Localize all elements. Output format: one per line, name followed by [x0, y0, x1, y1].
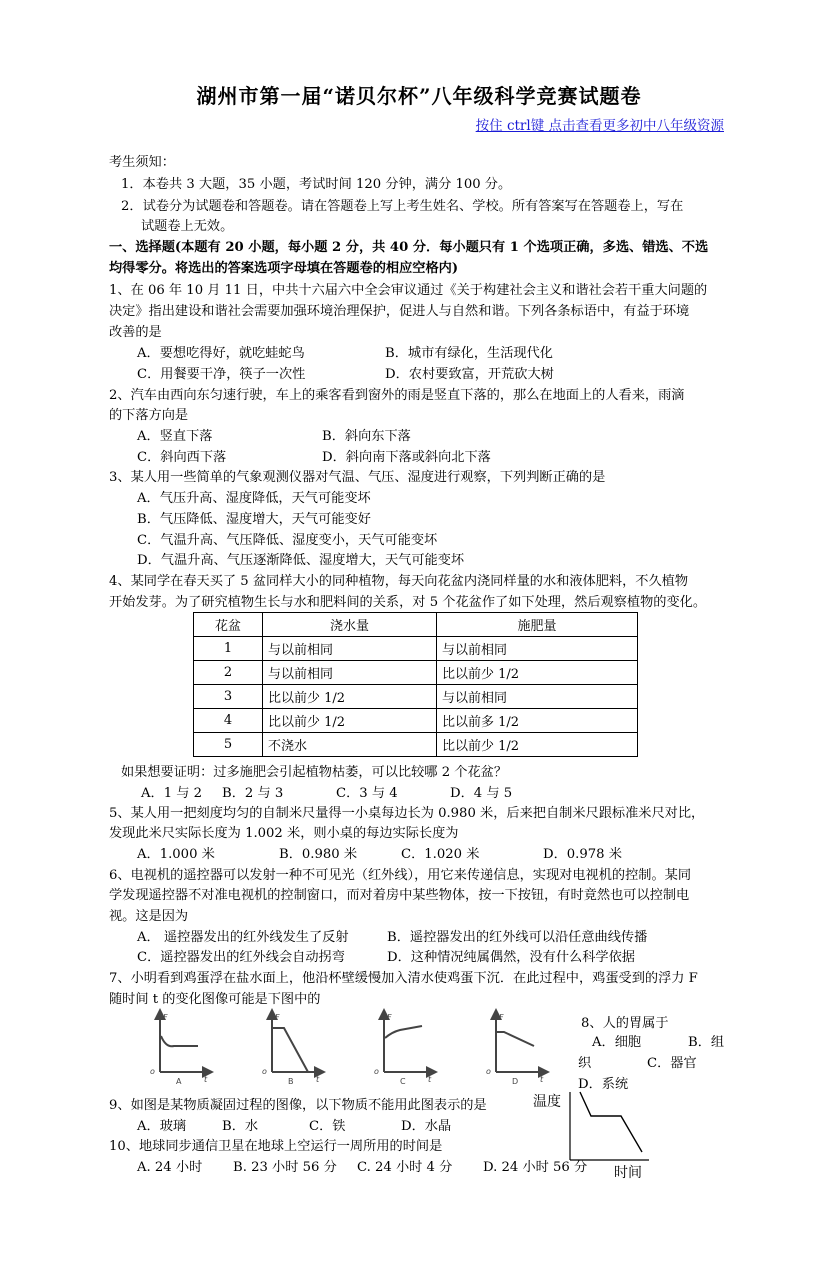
q10-option-c: C. 24 小时 4 分 [357, 1160, 453, 1175]
table-row [194, 661, 638, 685]
q5-option-b: B．0.980 米 [279, 847, 358, 862]
notice-item-1: 1．本卷共 3 大题，35 小题，考试时间 120 分钟，满分 100 分。 [121, 177, 512, 192]
q6-option-d: D．这种情况纯属偶然，没有什么科学依据 [387, 950, 635, 965]
q2-option-b: B．斜向东下落 [322, 429, 411, 444]
graph-origin: o [262, 1067, 267, 1076]
graph-label: C [400, 1077, 406, 1086]
q7-graph-c [374, 1013, 432, 1086]
q6-stem-2: 学发现遥控器不对准电视机的控制窗口，而对着房中某些物体，按一下按钮，有时竟然也可以控制电 [109, 888, 690, 903]
graph-label: A [176, 1077, 182, 1086]
q7-graph-b [262, 1013, 320, 1086]
q3-option-c: C．气温升高、气压降低、湿度变小，天气可能变坏 [137, 533, 438, 548]
q9-graph-ylabel: 温度 [533, 1094, 561, 1110]
q5-option-a: A．1.000 米 [137, 847, 215, 862]
notice-heading: 考生须知： [109, 155, 175, 170]
q7-graph-d [486, 1013, 544, 1086]
resource-link[interactable]: 按住 ctrl键 点击查看更多初中八年级资源 [475, 118, 724, 134]
q4-option-c: C．3 与 4 [336, 786, 398, 801]
q7-graph-a [150, 1013, 208, 1086]
table-cell: 比以前少 1/2 [263, 685, 437, 709]
q4-question: 如果想要证明：过多施肥会引起植物枯萎，可以比较哪 2 个花盆？ [121, 765, 508, 780]
graph-axis-y: F [275, 1013, 280, 1022]
q6-stem-1: 6、电视机的遥控器可以发射一种不可见光（红外线），用它来传递信息，实现对电视机的控制。某同 [109, 868, 692, 883]
graph-axis-y: F [499, 1013, 504, 1022]
q8-stem: 8、人的胃属于 [581, 1016, 669, 1031]
graph-axis-x: t [428, 1075, 432, 1084]
q10-option-a: A. 24 小时 [137, 1160, 203, 1175]
table-cell: 比以前少 1/2 [437, 733, 638, 757]
q4-table [193, 612, 638, 757]
q1-stem-2: 决定》指出建设和谐社会需要加强环境治理保护，促进人与自然和谐。下列各条标语中，有益于环境 [109, 304, 690, 319]
q6-option-b: B．遥控器发出的红外线可以沿任意曲线传播 [387, 930, 648, 945]
q5-option-c: C．1.020 米 [401, 847, 480, 862]
section-heading-line2: 均得零分。将选出的答案选项字母填在答题卷的相应空格内) [109, 261, 459, 276]
table-header-row [194, 613, 638, 637]
q2-option-d: D．斜向南下落或斜向北下落 [322, 450, 491, 465]
q7-graphs [146, 1008, 566, 1088]
q4-option-b: B．2 与 3 [222, 786, 284, 801]
q5-stem-2: 发现此米尺实际长度为 1.002 米，则小桌的每边实际长度为 [109, 826, 459, 841]
q1-option-b: B．城市有绿化，生活现代化 [385, 346, 553, 361]
q9-option-b: B．水 [222, 1119, 259, 1134]
graph-axis-x: t [316, 1075, 320, 1084]
table-cell: 5 [194, 733, 263, 757]
graph-origin: o [150, 1067, 155, 1076]
q4-option-a: A．1 与 2 [141, 786, 203, 801]
q8-option-d: D．系统 [578, 1077, 629, 1092]
table-cell: 比以前少 1/2 [437, 661, 638, 685]
table-row [194, 637, 638, 661]
table-cell: 1 [194, 637, 263, 661]
q4-stem-2: 开始发芽。为了研究植物生长与水和肥料间的关系，对 5 个花盆作了如下处理，然后观察植物的变化。 [109, 595, 707, 610]
graph-axis-x: t [204, 1075, 208, 1084]
q4-stem-1: 4、某同学在春天买了 5 盆同样大小的同种植物，每天向花盆内浇同样量的水和液体肥料，不久植物 [109, 574, 689, 589]
q1-option-d: D．农村要致富，开荒砍大树 [385, 367, 554, 382]
graph-label: D [512, 1077, 519, 1086]
table-cell: 比以前多 1/2 [437, 709, 638, 733]
graph-label: B [288, 1077, 294, 1086]
q1-stem-3: 改善的是 [109, 325, 162, 340]
q5-stem-1: 5、某人用一把刻度均匀的自制米尺量得一小桌每边长为 0.980 米，后来把自制米尺跟标准米尺对比， [109, 806, 705, 821]
q2-option-a: A．竖直下落 [137, 429, 213, 444]
table-row [194, 685, 638, 709]
table-cell: 3 [194, 685, 263, 709]
notice-item-2-cont: 试题卷上无效。 [141, 219, 234, 234]
q9-graph-xlabel: 时间 [614, 1165, 642, 1181]
q5-option-d: D．0.978 米 [543, 847, 622, 862]
q6-option-c: C．遥控器发出的红外线会自动拐弯 [137, 950, 345, 965]
exam-title: 湖州市第一届“诺贝尔杯”八年级科学竞赛试题卷 [196, 84, 642, 108]
table-row [194, 709, 638, 733]
q2-stem-1: 2、汽车由西向东匀速行驶，车上的乘客看到窗外的雨是竖直下落的，那么在地面上的人看来，雨滴 [109, 388, 685, 403]
table-header: 浇水量 [263, 613, 437, 637]
graph-origin: o [486, 1067, 491, 1076]
table-cell: 比以前少 1/2 [263, 709, 437, 733]
q10-option-b: B. 23 小时 56 分 [233, 1160, 337, 1175]
q2-stem-2: 的下落方向是 [109, 408, 189, 423]
q10-option-d: D. 24 小时 56 分 [483, 1160, 588, 1175]
q3-option-b: B．气压降低、湿度增大，天气可能变好 [137, 512, 371, 527]
table-cell: 4 [194, 709, 263, 733]
q3-stem: 3、某人用一些简单的气象观测仪器对气温、气压、湿度进行观察，下列判断正确的是 [109, 470, 606, 485]
q9-stem: 9、如图是某物质凝固过程的图像，以下物质不能用此图表示的是 [109, 1098, 487, 1113]
table-cell: 与以前相同 [263, 637, 437, 661]
q9-option-c: C．铁 [309, 1119, 346, 1134]
q7-stem-1: 7、小明看到鸡蛋浮在盐水面上，他沿杯壁缓慢加入清水使鸡蛋下沉．在此过程中，鸡蛋受到的浮力 F [109, 971, 698, 986]
q1-stem-1: 1、在 06 年 10 月 11 日，中共十六届六中全会审议通过《关于构建社会主义和谐社会若干重大问题的 [109, 283, 708, 298]
q4-option-d: D．4 与 5 [450, 786, 513, 801]
q8-option-a: A．细胞 [592, 1035, 642, 1050]
table-row [194, 733, 638, 757]
q3-option-a: A．气压升高、湿度降低，天气可能变坏 [137, 491, 371, 506]
table-cell: 2 [194, 661, 263, 685]
graph-axis-x: t [540, 1075, 544, 1084]
table-cell: 与以前相同 [437, 685, 638, 709]
q6-stem-3: 视。这是因为 [109, 909, 189, 924]
section-heading-line1: 一、选择题(本题有 20 小题，每小题 2 分，共 40 分．每小题只有 1 个选项正确，多选、错选、不选 [109, 240, 709, 255]
table-cell: 不浇水 [263, 733, 437, 757]
notice-item-2: 2．试卷分为试题卷和答题卷。请在答题卷上写上考生姓名、学校。所有答案写在答题卷上，写在 [121, 199, 684, 214]
graph-origin: o [374, 1067, 379, 1076]
q1-option-a: A．要想吃得好，就吃蛙蛇鸟 [137, 346, 305, 361]
q9-graph [565, 1090, 650, 1165]
q10-stem: 10、地球同步通信卫星在地球上空运行一周所用的时间是 [109, 1139, 443, 1154]
q2-option-c: C．斜向西下落 [137, 450, 227, 465]
q8-option-b-cont: 织 [578, 1056, 592, 1071]
table-cell: 与以前相同 [437, 637, 638, 661]
q9-option-a: A．玻璃 [137, 1119, 187, 1134]
graph-axis-y: F [387, 1013, 392, 1022]
q3-option-d: D．气温升高、气压逐渐降低、湿度增大，天气可能变坏 [137, 553, 465, 568]
q9-option-d: D．水晶 [401, 1119, 452, 1134]
q6-option-a: A． 遥控器发出的红外线发生了反射 [137, 930, 349, 945]
table-cell: 与以前相同 [263, 661, 437, 685]
q8-option-b: B．组 [688, 1035, 725, 1050]
graph-axis-y: F [163, 1013, 168, 1022]
q7-stem-2: 随时间 t 的变化图像可能是下图中的 [109, 992, 321, 1007]
table-header: 花盆 [194, 613, 263, 637]
table-header: 施肥量 [437, 613, 638, 637]
q1-option-c: C．用餐要干净，筷子一次性 [137, 367, 306, 382]
q8-option-c: C．器官 [647, 1056, 697, 1071]
